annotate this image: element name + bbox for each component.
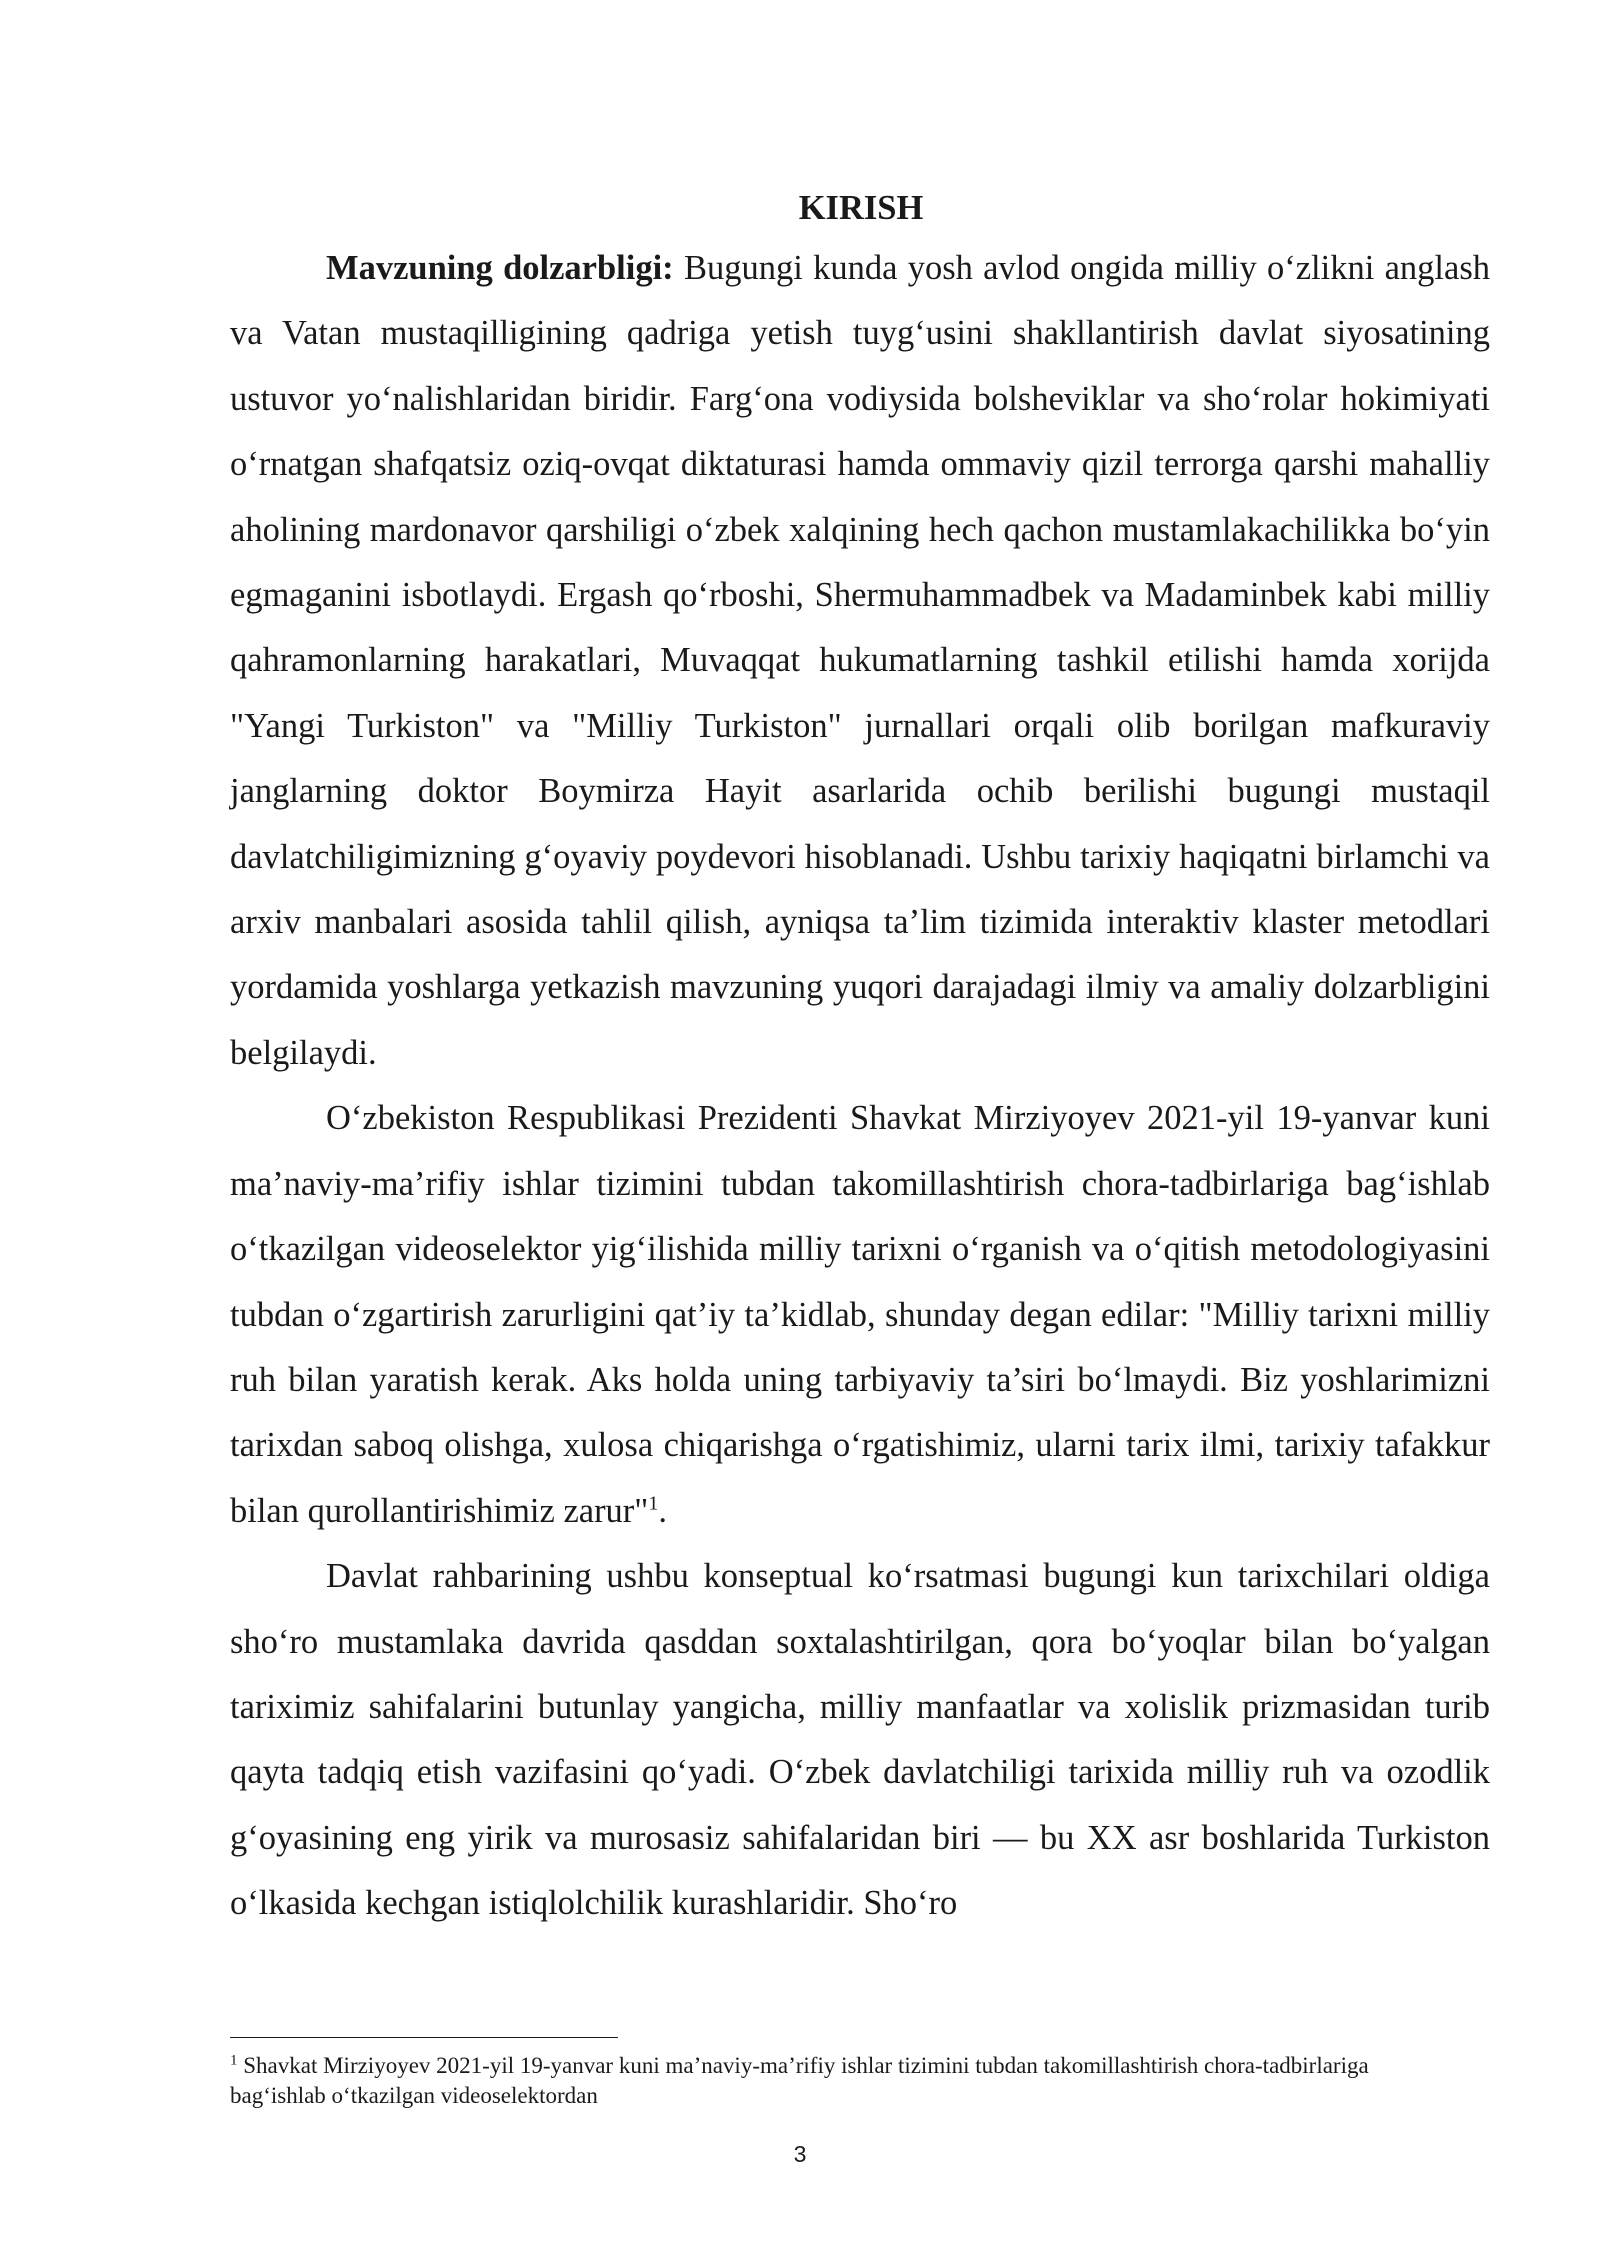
body-text: [230, 180, 1490, 1937]
paragraph-president-quote: [230, 1086, 1490, 1544]
paragraph-text: O‘zbekiston Respublikasi Prezidenti Shavkat Mirziyoyev 2021-yil 19-yanvar kuni ma’naviy-ma’rifiy ishlar tizimini tubdan takomillashtirish chora-tadbirlariga bag‘ishlab o‘tkazilgan videoselektor yig‘ilishida milliy tarixni o‘rganish va o‘qitish metodologiyasini tubdan o‘zgartirish zarurligini qat’iy ta’kidlab, shunday degan edilar: "Milliy tarixni milliy ruh bilan yaratish kerak. Aks holda uning tarbiyaviy ta’siri bo‘lmaydi. Biz yoshlarimizni tarixdan saboq olishga, xulosa chiqarishga o‘rgatishimiz, ularni tarix ilmi, tarixiy tafakkur bilan qurollantirishimiz zarur": [230, 1099, 1490, 1530]
page-title: KIRISH: [798, 189, 924, 227]
footnote-divider: [230, 2037, 618, 2038]
footnote-text: Shavkat Mirziyoyev 2021-yil 19-yanvar kuni ma’naviy-ma’rifiy ishlar tizimini tubdan takomillashtirish chora-tadbirlariga bag‘ishlab o‘tkazilgan videoselektordan: [230, 2053, 1369, 2108]
paragraph-lead: Mavzuning dolzarbligi:: [326, 249, 674, 287]
page-number: 3: [793, 2141, 807, 2167]
paragraph-relevance: [230, 236, 1490, 1086]
paragraph-end: .: [658, 1491, 668, 1530]
paragraph-text: Bugungi kunda yosh avlod ongida milliy o‘zlikni anglash va Vatan mustaqilligining qadriga yetish tuyg‘usini shakllantirish davlat siyosatining ustuvor yo‘nalishlaridan biridir. Farg‘ona vodiysida bolsheviklar va sho‘rolar hokimiyati o‘rnatgan shafqatsiz oziq-ovqat diktaturasi hamda ommaviy qizil terrorga qarshi mahalliy aholining mardonavor qarshiligi o‘zbek xalqining hech qachon mustamlakachilikka bo‘yin egmaganini isbotlaydi. Ergash qo‘rboshi, Shermuhammadbek va Madaminbek kabi milliy qahramonlarning harakatlari, Muvaqqat hukumatlarning tashkil etilishi hamda xorijda "Yangi Turkiston" va "Milliy Turkiston" jurnallari orqali olib borilgan mafkuraviy janglarning doktor Boymirza Hayit asarlarida ochib berilishi bugungi mustaqil davlatchiligimizning g‘oyaviy poydevori hisoblanadi. Ushbu tarixiy haqiqatni birlamchi va arxiv manbalari asosida tahlil qilish, ayniqsa ta’lim tizimida interaktiv klaster metodlari yordamida yoshlarga yetkazish mavzuning yuqori darajadagi ilmiy va amaliy dolzarbligini belgilaydi.: [230, 249, 1490, 1072]
footnote-reference[interactable]: 1: [648, 1492, 659, 1515]
footnote: [230, 2051, 1450, 2111]
footnote-number: 1: [230, 2052, 238, 2069]
paragraph-history: [230, 1544, 1490, 1936]
paragraph-text: Davlat rahbarining ushbu konseptual ko‘rsatmasi bugungi kun tarixchilari oldiga sho‘ro mustamlaka davrida qasddan soxtalashtirilgan, qora bo‘yoqlar bilan bo‘yalgan tariximiz sahifalarini butunlay yangicha, milliy manfaatlar va xolislik prizmasidan turib qayta tadqiq etish vazifasini qo‘yadi. O‘zbek davlatchiligi tarixida milliy ruh va ozodlik g‘oyasining eng yirik va murosasiz sahifalaridan biri — bu XX asr boshlarida Turkiston o‘lkasida kechgan istiqlolchilik kurashlaridir. Sho‘ro: [230, 1557, 1490, 1923]
